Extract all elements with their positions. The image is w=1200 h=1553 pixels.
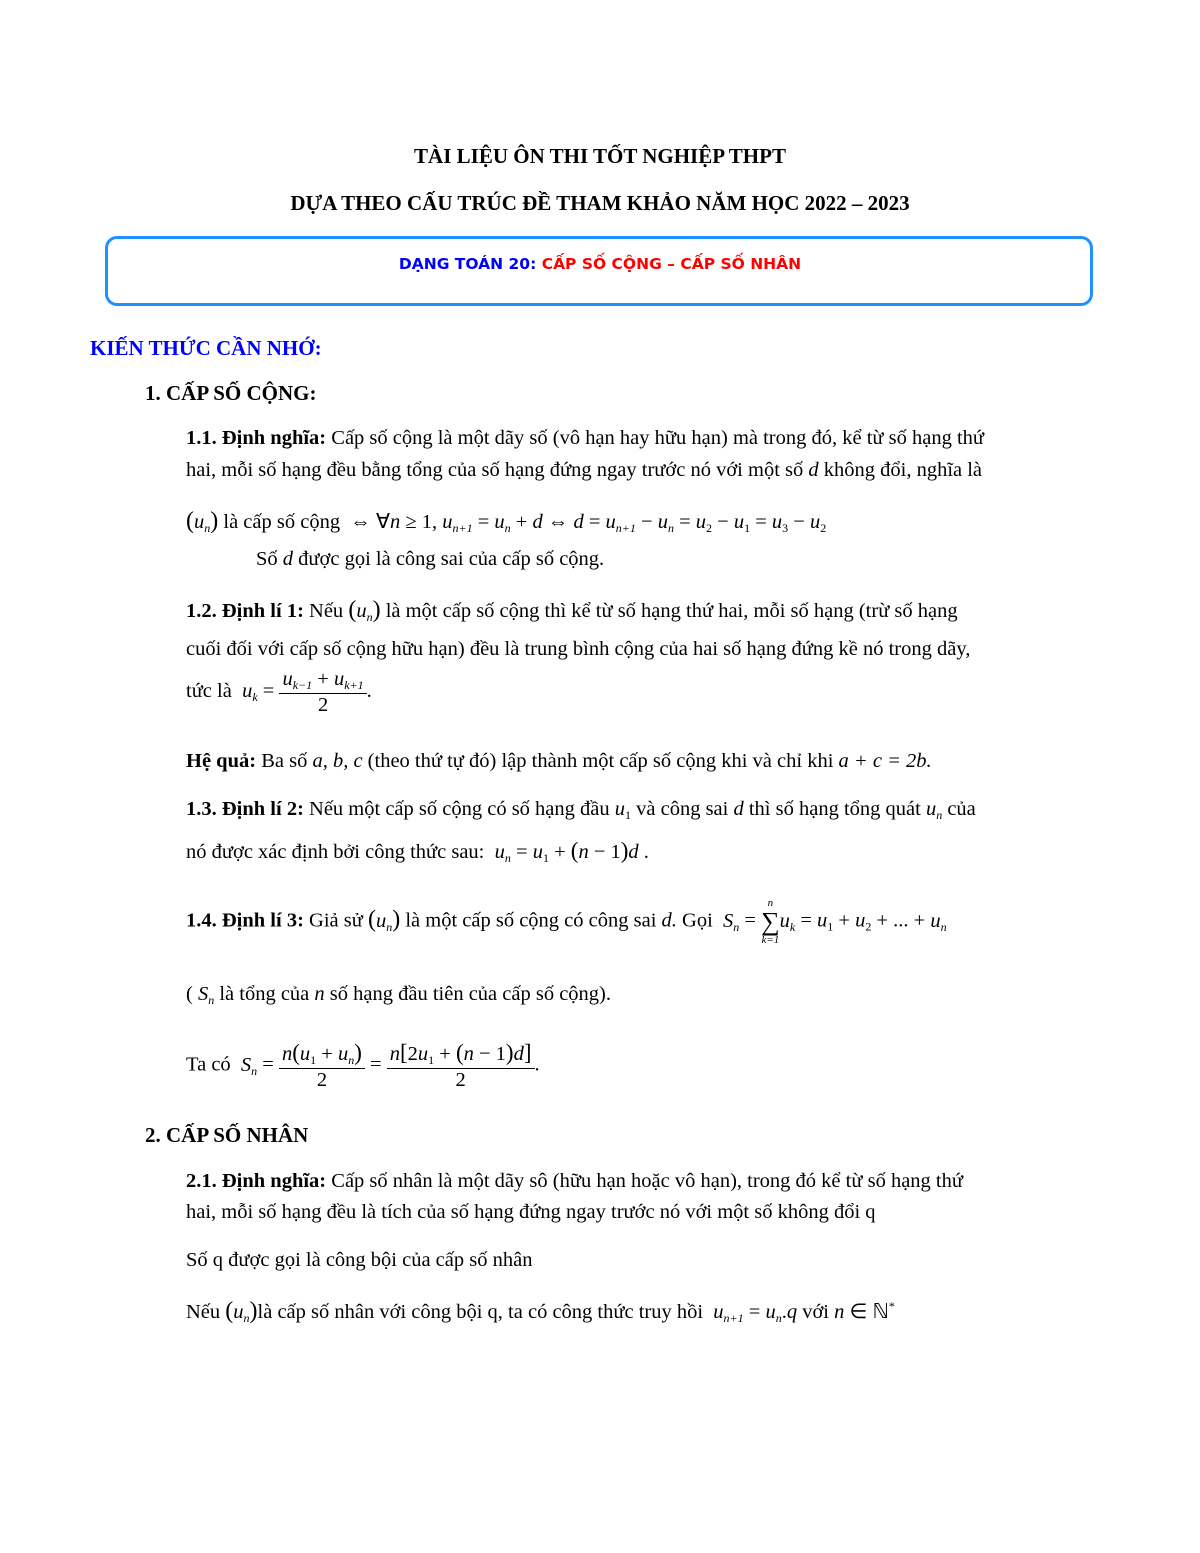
corollary-label: Hệ quả: — [186, 750, 257, 772]
corollary: Hệ quả: Ba số a, b, c (theo thứ tự đó) lập thành một cấp số cộng khi và chỉ khi a + c = 2b. — [186, 750, 932, 772]
sum-formula: Ta có $S_n$ = $\frac{n(u_1 + u_n)}{2}$ = $\frac{n[2u_1 + (n - 1)d]}{2}$ . — [186, 1040, 540, 1091]
topic-name: CẤP SỐ CỘNG – CẤP SỐ NHÂN — [541, 255, 802, 273]
theorem3-note: ( $S_n$ là tổng của n số hạng đầu tiên của cấp số cộng). — [186, 983, 611, 1007]
definition-line1: 1.1. Định nghĩa: Cấp số cộng là một dãy số (vô hạn hay hữu hạn) mà trong đó, kể từ số hạng thứ — [186, 427, 985, 449]
theorem1-label: 1.2. Định lí 1: — [186, 600, 304, 622]
document-title-line1: TÀI LIỆU ÔN THI TỐT NGHIỆP THPT — [414, 144, 786, 168]
topic-label: DẠNG TOÁN 20: — [398, 255, 542, 273]
knowledge-heading: KIẾN THỨC CẦN NHỚ: — [90, 336, 322, 360]
section2-heading: 2. CẤP SỐ NHÂN — [145, 1123, 309, 1147]
theorem3-label: 1.4. Định lí 3: — [186, 909, 304, 932]
theorem1-line1: 1.2. Định lí 1: Nếu $(u_n)$ là một cấp số cộng thì kể từ số hạng thứ hai, mỗi số hạng (trừ số hạng — [186, 597, 958, 624]
definition-label: 1.1. Định nghĩa: — [186, 427, 327, 449]
theorem1-line3: tức là $u_k$ = $\frac{u_{k-1} + u_{k+1}}{2}$ . — [186, 668, 372, 716]
sum-fraction-1: $\frac{n(u_1 + u_n)}{2}$ — [279, 1040, 365, 1092]
common-difference-note: Số d được gọi là công sai của cấp số cộng. — [256, 548, 605, 570]
definition-line2: hai, mỗi số hạng đều bằng tổng của số hạng đứng ngay trước nó với một số d không đổi, nghĩa là — [186, 459, 983, 481]
theorem1-fraction: $\frac{u_{k-1} + u_{k+1}}{2}$ — [279, 668, 366, 717]
definition-formula: $(u_n)$ là cấp số cộng ⇔ ∀n ≥ 1, $u_{n+1} = u_n + d$ ⇔ $d = u_{n+1} - u_n = u_2 - u_1 = u_3 - u_2$ — [186, 508, 827, 535]
theorem2-label: 1.3. Định lí 2: — [186, 798, 304, 820]
document-title-line2: DỰA THEO CẤU TRÚC ĐỀ THAM KHẢO NĂM HỌC 2022 – 2023 — [290, 191, 910, 215]
theorem1-line2: cuối đối với cấp số cộng hữu hạn) đều là trung bình cộng của hai số hạng đứng kề nó trong dãy, — [186, 638, 971, 660]
common-ratio-note: Số q được gọi là công bội của cấp số nhân — [186, 1249, 533, 1271]
sum-fraction-2: $\frac{n[2u_1 + (n - 1)d]}{2}$ — [387, 1040, 535, 1092]
topic-box-text — [0, 255, 1200, 273]
theorem2-line1: 1.3. Định lí 2: Nếu một cấp số cộng có số hạng đầu $u_1$ và công sai d thì số hạng tổng quát $u_n$ của — [186, 798, 976, 822]
sum-symbol: n ∑ k=1 — [761, 897, 780, 946]
section1-heading: 1. CẤP SỐ CỘNG: — [145, 381, 317, 405]
geometric-definition-label: 2.1. Định nghĩa: — [186, 1170, 327, 1192]
theorem3-line1: 1.4. Định lí 3: Giả sử $(u_n)$ là một cấp số cộng có công sai d. Gọi $S_n$ = n ∑ k=1 $u_k = u_1 + u_2$ + ... + $u_n$ — [186, 897, 947, 946]
geometric-definition-line2: hai, mỗi số hạng đều là tích của số hạng đứng ngay trước nó với một số không đổi q — [186, 1201, 876, 1223]
theorem2-line2: nó được xác định bởi công thức sau: $u_n = u_1 + (n - 1)d$ . — [186, 838, 649, 865]
recurrence-formula: Nếu $(u_n)là$ cấp số nhân với công bội q, ta có công thức truy hồi $u_{n+1} = u_n.q$ với n ∈ ℕ* — [186, 1298, 895, 1325]
geometric-definition-line1: 2.1. Định nghĩa: Cấp số nhân là một dãy sô (hữu hạn hoặc vô hạn), trong đó kể từ số hạng thứ — [186, 1170, 963, 1192]
